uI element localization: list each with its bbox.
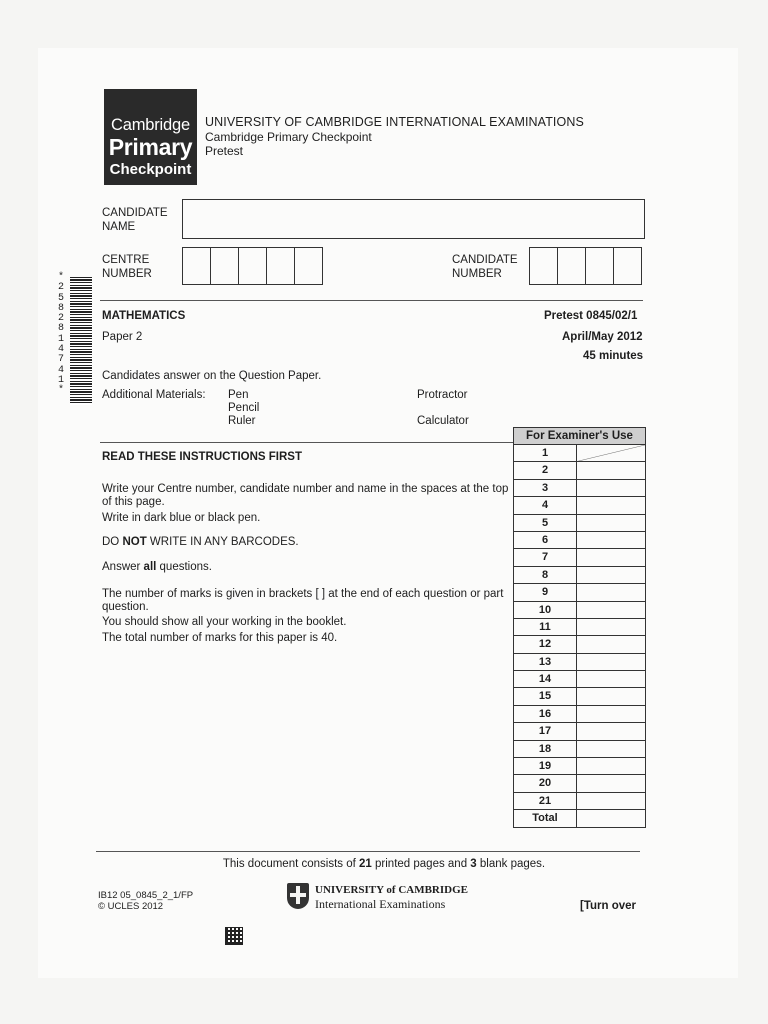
examiner-mark-cell[interactable] [577, 706, 645, 722]
examiner-row [514, 445, 645, 462]
datamatrix-code-icon [226, 928, 242, 944]
centre-number-label [102, 253, 152, 281]
examiner-row [514, 706, 645, 723]
candidate-number-box[interactable] [558, 248, 586, 284]
examiner-mark-cell[interactable] [577, 758, 645, 774]
instruction-3-c: WRITE IN ANY BARCODES. [146, 536, 299, 548]
ucam-name-line-1: UNIVERSITY of CAMBRIDGE [315, 884, 468, 896]
instruction-4-b: all [143, 561, 157, 573]
cambridge-crest-icon [287, 883, 309, 909]
candidate-number-label [452, 253, 518, 281]
material-ruler: Ruler [228, 415, 256, 427]
centre-number-label-line-1: CENTRE [102, 254, 150, 266]
material-calculator: Calculator [417, 415, 469, 427]
examiner-mark-cell[interactable] [577, 741, 645, 757]
examiner-question-number: 17 [514, 723, 577, 739]
instruction-5: The number of marks is given in brackets [ ] at the end of each question or part question. [102, 588, 504, 613]
examiner-row [514, 793, 645, 810]
divider [96, 851, 640, 852]
examiner-row [514, 549, 645, 566]
examiner-row [514, 619, 645, 636]
instruction-1: Write your Centre number, candidate number and name in the spaces at the top of this page. [102, 483, 509, 508]
examiner-mark-cell[interactable] [577, 549, 645, 565]
examiner-mark-cell[interactable] [577, 723, 645, 739]
page-count-printed: 21 [359, 858, 372, 870]
examiner-question-number: 13 [514, 654, 577, 670]
duration: 45 minutes [583, 350, 644, 362]
instructions-heading: READ THESE INSTRUCTIONS FIRST [102, 451, 302, 463]
examiner-mark-cell[interactable] [577, 810, 645, 826]
examiner-question-number: 16 [514, 706, 577, 722]
examiner-mark-cell[interactable] [577, 688, 645, 704]
examiner-question-number: 9 [514, 584, 577, 600]
examiner-mark-cell[interactable] [577, 775, 645, 791]
examiner-mark-cell[interactable] [577, 515, 645, 531]
material-protractor: Protractor [417, 389, 468, 401]
examiner-row [514, 671, 645, 688]
examiner-row [514, 515, 645, 532]
examiner-mark-cell[interactable] [577, 462, 645, 478]
candidate-number-boxes[interactable] [529, 247, 642, 285]
centre-number-box[interactable] [295, 248, 322, 284]
examiner-mark-cell[interactable] [577, 602, 645, 618]
examiner-question-number: 10 [514, 602, 577, 618]
cambridge-primary-checkpoint-logo [104, 89, 197, 185]
examiner-question-number: 12 [514, 636, 577, 652]
examiner-question-number: 18 [514, 741, 577, 757]
examiner-row [514, 636, 645, 653]
examiner-use-heading: For Examiner's Use [514, 428, 645, 445]
page-count-a: This document consists of [222, 858, 360, 870]
examiner-row [514, 758, 645, 775]
instruction-4 [102, 561, 514, 574]
examiner-mark-cell[interactable] [577, 445, 645, 461]
page-count-c: printed pages and [371, 858, 471, 870]
subject: MATHEMATICS [102, 310, 186, 322]
divider [100, 300, 643, 301]
candidate-number-label-line-1: CANDIDATE [452, 254, 518, 266]
logo-line-1: Cambridge [111, 116, 190, 134]
answer-note: Candidates answer on the Question Paper. [102, 370, 322, 382]
page-count-e: blank pages. [476, 858, 546, 870]
examiner-question-number: 11 [514, 619, 577, 635]
instruction-6: You should show all your working in the booklet. [102, 616, 347, 628]
candidate-number-box[interactable] [614, 248, 641, 284]
examiner-mark-cell[interactable] [577, 671, 645, 687]
examiner-question-number: Total [514, 810, 577, 826]
candidate-number-label-line-2: NUMBER [452, 268, 502, 280]
examiner-mark-cell[interactable] [577, 532, 645, 548]
material-pen: Pen [228, 389, 249, 401]
page-count-blank: 3 [470, 858, 477, 870]
paper-number: Paper 2 [102, 331, 143, 343]
header-programme: Cambridge Primary Checkpoint [205, 130, 372, 144]
document-code-line-2: © UCLES 2012 [98, 901, 164, 912]
examiner-row [514, 741, 645, 758]
examiner-row [514, 462, 645, 479]
paper-code: Pretest 0845/02/1 [544, 310, 638, 322]
page-count-note [0, 858, 768, 870]
centre-number-box[interactable] [183, 248, 211, 284]
examiner-question-number: 8 [514, 567, 577, 583]
document-code-line-1: IB12 05_0845_2_1/FP [98, 890, 194, 901]
logo-line-3: Checkpoint [109, 161, 192, 178]
examiner-rows [514, 445, 645, 827]
examiner-row [514, 497, 645, 514]
diagonal-line [577, 445, 645, 461]
instruction-3-a: DO [102, 536, 123, 548]
examiner-row [514, 688, 645, 705]
examiner-question-number: 21 [514, 793, 577, 809]
examiner-mark-cell[interactable] [577, 793, 645, 809]
examiner-question-number: 3 [514, 480, 577, 496]
ucam-name-line-2: International Examinations [315, 897, 446, 911]
logo-line-2: Primary [108, 134, 193, 160]
instruction-2: Write in dark blue or black pen. [102, 512, 261, 524]
examiner-mark-cell[interactable] [577, 654, 645, 670]
centre-number-box[interactable] [267, 248, 295, 284]
instruction-3 [102, 536, 514, 549]
examiner-question-number: 19 [514, 758, 577, 774]
barcode-digits: *2582814741* [57, 272, 64, 397]
centre-number-boxes[interactable] [182, 247, 323, 285]
candidate-number-box[interactable] [586, 248, 614, 284]
examiner-question-number: 14 [514, 671, 577, 687]
examiner-question-number: 4 [514, 497, 577, 513]
header-type: Pretest [205, 144, 244, 158]
examiner-row [514, 723, 645, 740]
candidate-name-field[interactable] [182, 199, 645, 239]
turn-over: [Turn over [580, 900, 637, 912]
candidate-name-label-line-2: NAME [102, 221, 136, 233]
divider [100, 442, 513, 443]
session: April/May 2012 [562, 331, 643, 343]
examiner-mark-cell[interactable] [577, 619, 645, 635]
candidate-name-label-line-1: CANDIDATE [102, 207, 168, 219]
examiner-row [514, 810, 645, 826]
materials-label: Additional Materials: [102, 389, 206, 401]
candidate-number-box[interactable] [530, 248, 558, 284]
examiner-use-table [513, 427, 646, 828]
document-code [98, 890, 193, 912]
material-pencil: Pencil [228, 402, 260, 414]
examiner-row [514, 602, 645, 619]
centre-number-label-line-2: NUMBER [102, 268, 152, 280]
examiner-mark-cell[interactable] [577, 636, 645, 652]
examiner-question-number: 15 [514, 688, 577, 704]
barcode [70, 277, 92, 405]
candidate-name-label [102, 206, 168, 234]
examiner-row [514, 654, 645, 671]
instruction-4-c: questions. [156, 561, 212, 573]
examiner-row [514, 532, 645, 549]
instruction-7: The total number of marks for this paper is 40. [102, 632, 338, 644]
examiner-question-number: 20 [514, 775, 577, 791]
centre-number-box[interactable] [211, 248, 239, 284]
examiner-question-number: 5 [514, 515, 577, 531]
instruction-3-b: NOT [122, 536, 147, 548]
header-org: UNIVERSITY OF CAMBRIDGE INTERNATIONAL EXAMINATIONS [205, 115, 584, 129]
examiner-row [514, 567, 645, 584]
examiner-row [514, 775, 645, 792]
examiner-question-number: 7 [514, 549, 577, 565]
instruction-4-a: Answer [102, 561, 144, 573]
examiner-question-number: 6 [514, 532, 577, 548]
examiner-row [514, 584, 645, 601]
centre-number-box[interactable] [239, 248, 267, 284]
examiner-mark-cell[interactable] [577, 480, 645, 496]
examiner-row [514, 480, 645, 497]
examiner-question-number: 2 [514, 462, 577, 478]
examiner-question-number: 1 [514, 445, 577, 461]
examiner-mark-cell[interactable] [577, 567, 645, 583]
examiner-mark-cell[interactable] [577, 584, 645, 600]
examiner-mark-cell[interactable] [577, 497, 645, 513]
